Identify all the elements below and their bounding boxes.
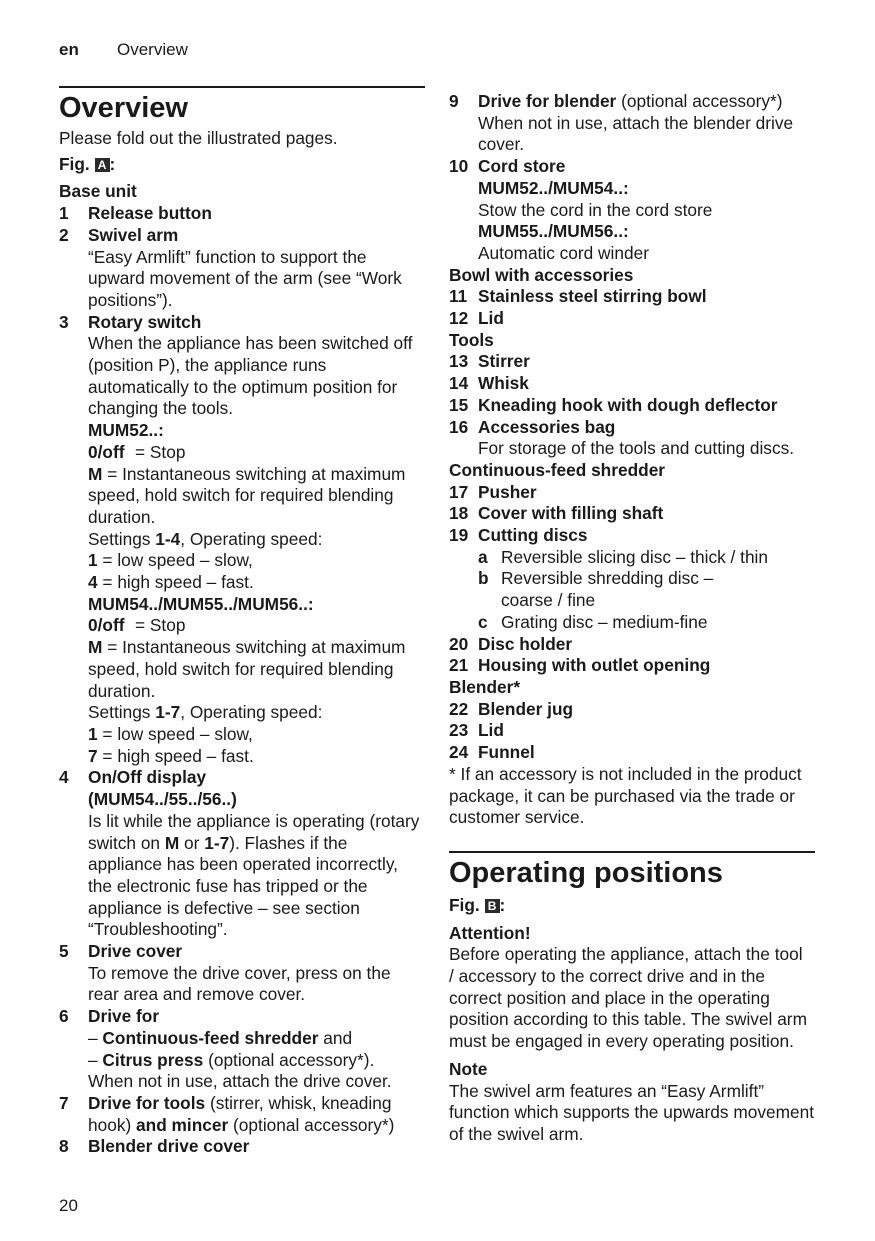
- list-item: 11 Stainless steel stirring bowl: [449, 286, 707, 307]
- list-item: 2 Swivel arm “Easy Armlift” function to support the upward movement of the arm (see “Work positions”).: [59, 224, 402, 310]
- list-item: 10 Cord store MUM52../MUM54..: Stow the cord in the cord store MUM55../MUM56..: Automatic cord winder: [449, 156, 713, 263]
- list-item: 15 Kneading hook with dough deflector: [449, 394, 778, 415]
- list-item: 17 Pusher: [449, 481, 537, 502]
- figure-reference-b: Fig. B :: [449, 894, 506, 915]
- figure-letter-badge: B: [485, 899, 500, 913]
- bowl-heading: Bowl with accessories: [449, 264, 634, 285]
- list-item: 20 Disc holder: [449, 633, 573, 654]
- list-item: 13 Stirrer: [449, 351, 530, 372]
- list-item: 19 Cutting discs: [449, 525, 588, 546]
- list-item: 4 On/Off display (MUM54../55../56..) Is lit while the appliance is operating (rotary switch on M or 1-7). Flashes if the appliance has been operated incorrectly, the electronic fuse has tripped or the appliance is defective – see section “Troubleshooting”.: [59, 767, 420, 940]
- section-rule: [59, 86, 425, 88]
- header-section: Overview: [117, 40, 188, 59]
- base-unit-heading: Base unit: [59, 181, 137, 202]
- sub-item: a Reversible slicing disc – thick / thin: [478, 546, 769, 567]
- attention-text: Before operating the appliance, attach the tool / accessory to the correct drive and in the correct position and place in the operating position according to this table. The swivel arm must be engaged in every operating position.: [449, 944, 807, 1052]
- list-item: 6 Drive for – Continuous-feed shredder and – Citrus press (optional accessory*). When not in use, attach the drive cover.: [59, 1006, 392, 1092]
- left-column: [59, 86, 425, 1158]
- right-column: [449, 91, 815, 1146]
- list-item: 21 Housing with outlet opening: [449, 655, 711, 676]
- list-item: 1 Release button: [59, 203, 212, 224]
- list-item: 18 Cover with filling shaft: [449, 503, 664, 524]
- list-item: 24 Funnel: [449, 742, 535, 763]
- list-item: 22 Blender jug: [449, 698, 574, 719]
- running-header: [59, 40, 188, 60]
- list-item: 12 Lid: [449, 308, 504, 329]
- list-item: 7 Drive for tools (stirrer, whisk, kneading hook) and mincer (optional accessory*): [59, 1092, 395, 1135]
- tools-heading: Tools: [449, 329, 494, 350]
- sub-item: c Grating disc – medium-fine: [478, 611, 708, 632]
- model-label: MUM54../MUM55../MUM56..:: [88, 593, 314, 614]
- sub-item: b Reversible shredding disc – coarse / fine: [478, 568, 714, 611]
- list-item: 9 Drive for blender (optional accessory*) When not in use, attach the blender drive cover.: [449, 91, 794, 155]
- list-item: 5 Drive cover To remove the drive cover, press on the rear area and remove cover.: [59, 941, 391, 1005]
- figure-reference-a: Fig. A :: [59, 153, 116, 174]
- list-item: 16 Accessories bag For storage of the tools and cutting discs.: [449, 416, 795, 459]
- attention-heading: Attention!: [449, 922, 531, 943]
- language-code: en: [59, 40, 79, 59]
- note-text: The swivel arm features an “Easy Armlift” function which supports the upwards movement of the swivel arm.: [449, 1080, 815, 1144]
- list-item: 3 Rotary switch When the appliance has been switched off (position P), the appliance runs automatically to the optimum position for changing the tools. MUM52..: 0/off = Stop M = Instantaneous switching at maximum speed, hold switch for required blending duration. Settings 1-4, Operating speed: 1 = low speed – slow, 4 = high speed – fast. MUM54../MUM55../MUM56..: 0/off = Stop M = Instantaneous switching at maximum speed, hold switch for required blending duration. Settings 1-7, Operating speed: 1 = low speed – slow, 7 = high speed – fast.: [59, 311, 413, 766]
- list-item: 8 Blender drive cover: [59, 1136, 250, 1157]
- list-item: 23 Lid: [449, 720, 504, 741]
- intro-text: Please fold out the illustrated pages.: [59, 128, 338, 148]
- operating-positions-title: Operating positions: [449, 856, 723, 889]
- shredder-heading: Continuous-feed shredder: [449, 459, 666, 480]
- list-item: 14 Whisk: [449, 373, 529, 394]
- blender-heading: Blender*: [449, 676, 521, 697]
- footnote: * If an accessory is not included in the product package, it can be purchased via the trade or customer service.: [449, 763, 802, 828]
- figure-letter-badge: A: [95, 158, 110, 172]
- section-rule: [449, 851, 815, 853]
- model-label: MUM52..:: [88, 420, 164, 441]
- page-number: 20: [59, 1196, 78, 1215]
- note-heading: Note: [449, 1058, 488, 1079]
- overview-title: Overview: [59, 92, 188, 124]
